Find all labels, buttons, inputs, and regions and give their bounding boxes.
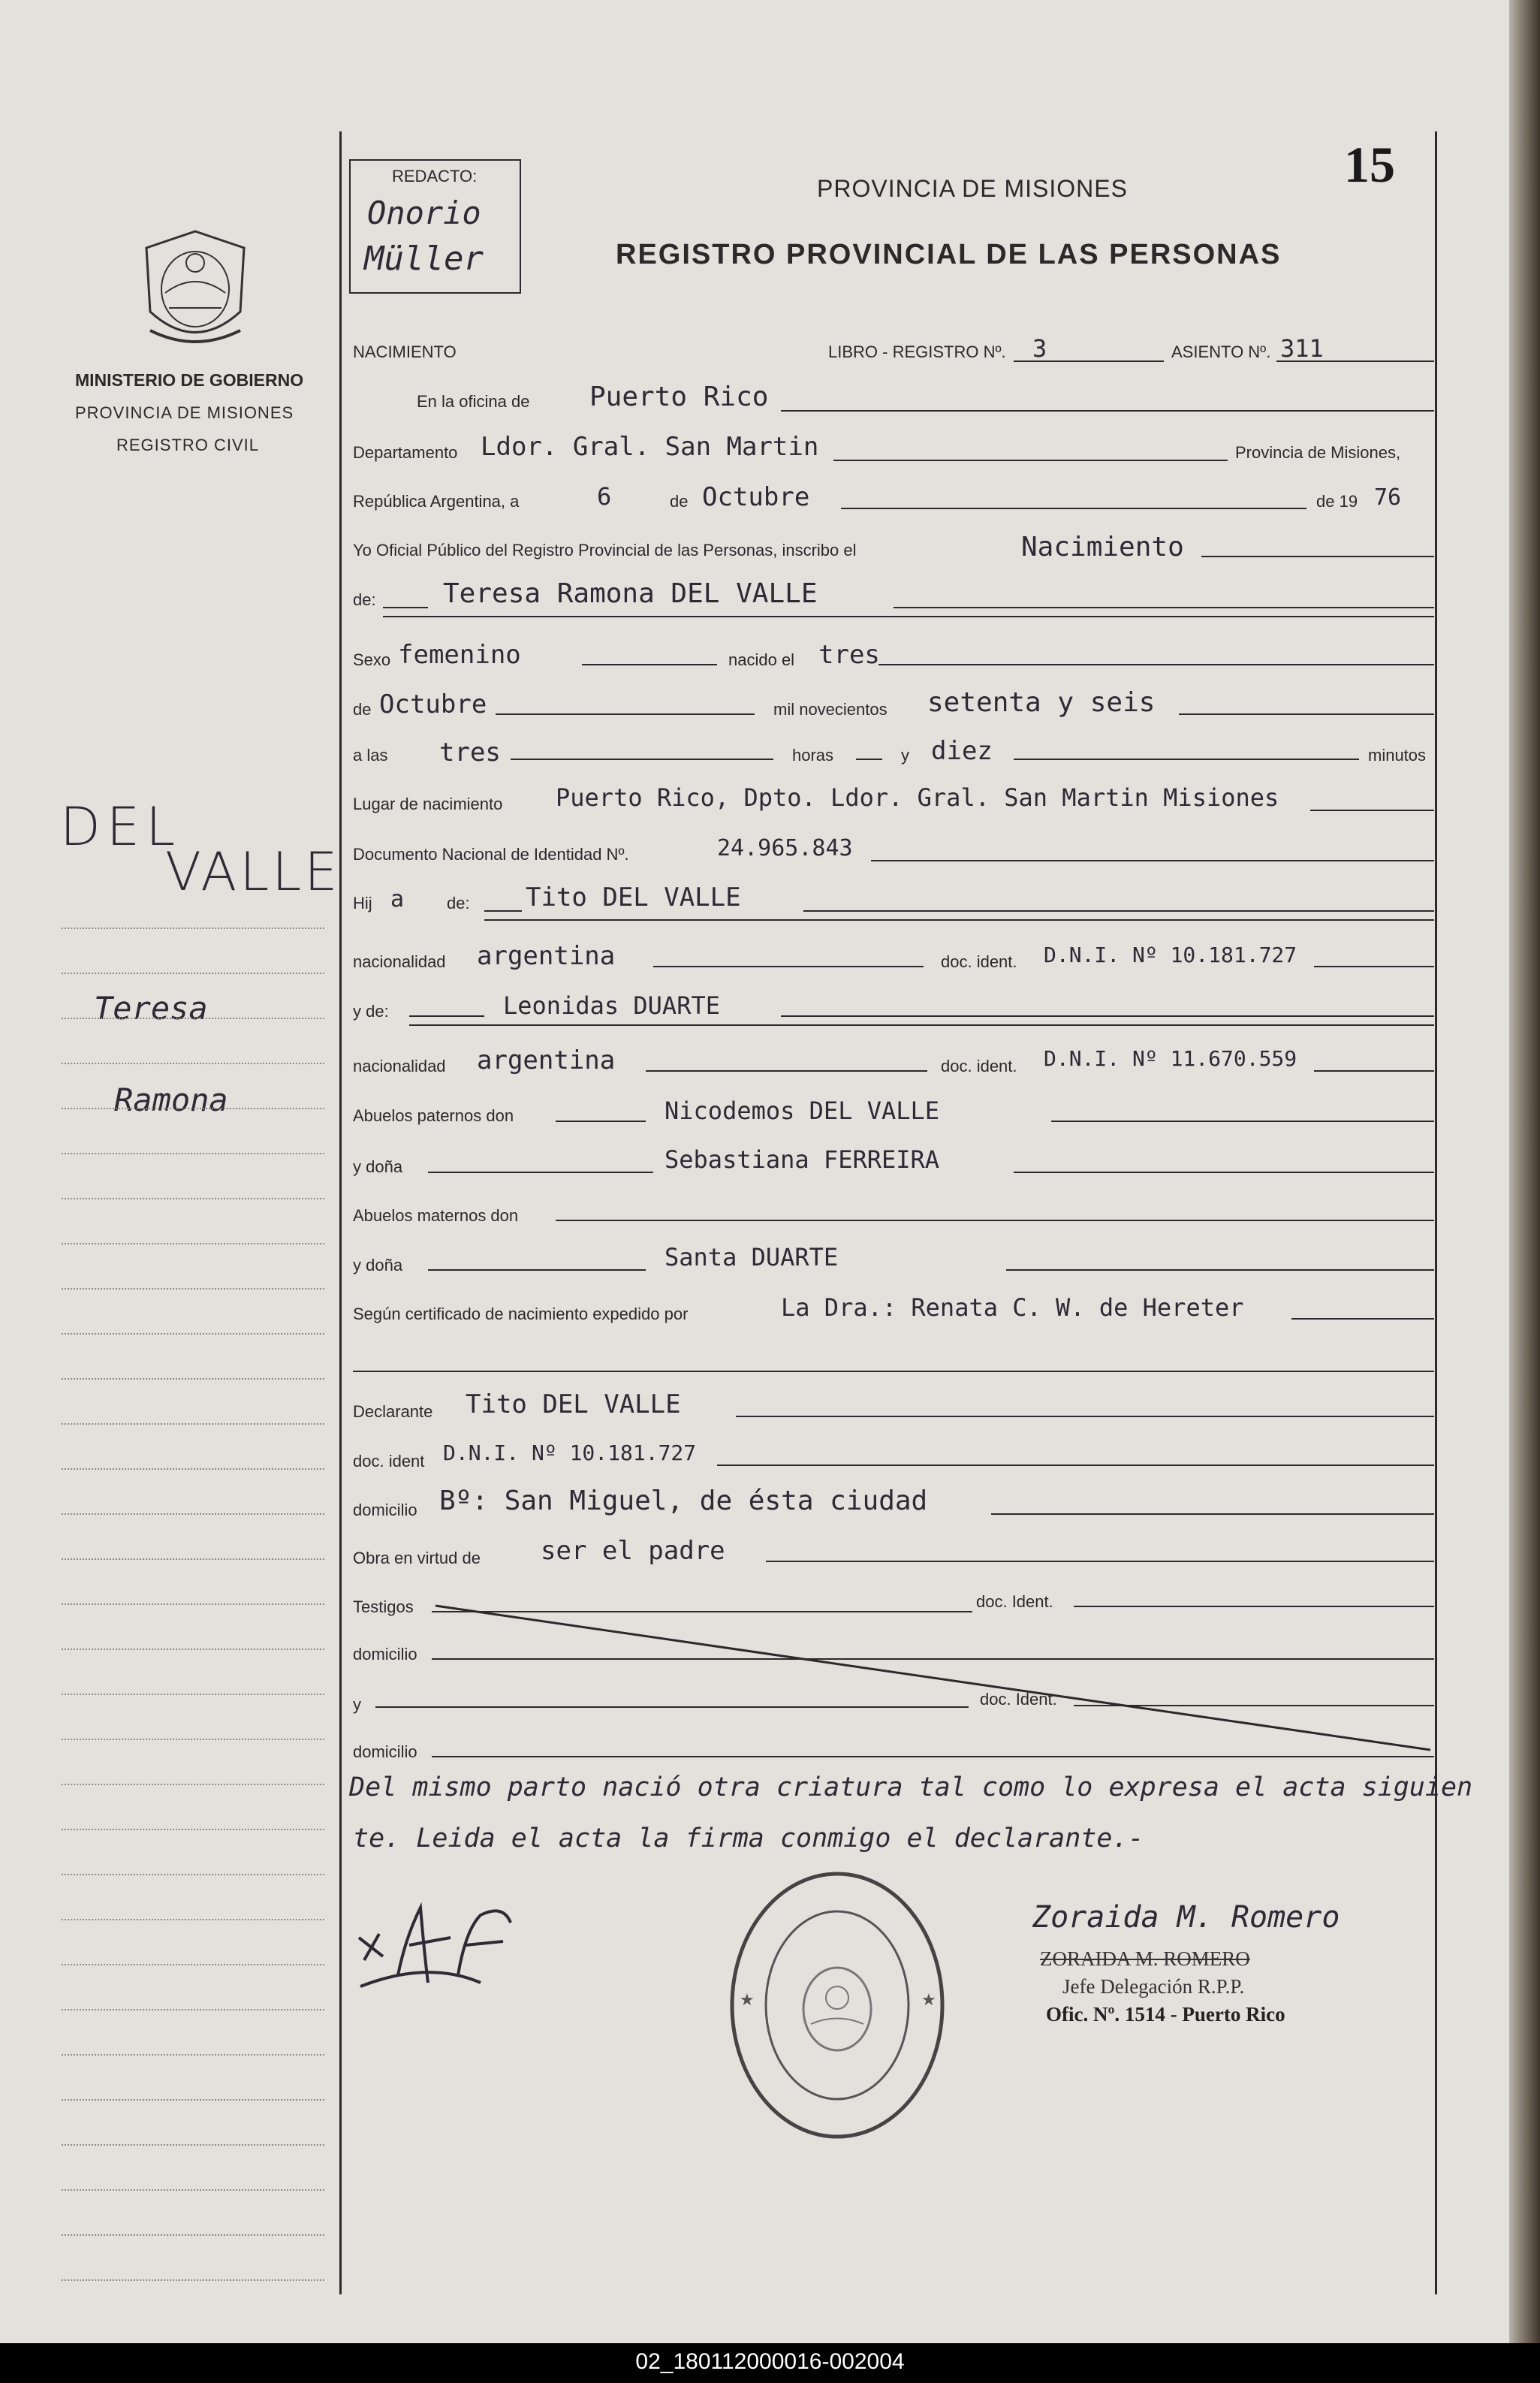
domicilio3-label: domicilio [353,1742,417,1761]
lugar-line [1310,810,1434,811]
margin-line [62,1333,324,1335]
yde-line-c [409,1024,1434,1026]
nac2-value: argentina [477,1045,616,1075]
sexo-label: Sexo [353,650,391,669]
coat-of-arms-icon [135,225,255,360]
margin-line [62,1739,324,1740]
sexo-line [582,664,717,665]
margin-line [62,1378,324,1380]
margin-line [62,2054,324,2056]
alas-line [511,759,773,760]
docid-line [717,1464,1434,1466]
doc1-line [1314,966,1434,967]
ydona2-label: y doña [353,1256,403,1274]
asiento-line [1276,360,1434,362]
minutos-value: diez [931,736,993,766]
mes-line [841,508,1306,509]
abp-line-a [556,1121,646,1122]
ydona2-value: Santa DUARTE [665,1243,839,1271]
docid-label: doc. ident [353,1452,425,1471]
margin-line [62,1423,324,1425]
province-heading: PROVINCIA DE MISIONES [817,175,1128,202]
y2-label: y [353,1695,361,1714]
margin-line [62,1784,324,1785]
dni-label: Documento Nacional de Identidad Nº. [353,845,629,864]
margin-line [62,2099,324,2101]
declarante-value: Tito DEL VALLE [466,1389,681,1419]
dia-value: 6 [597,482,612,511]
book-edge [1509,0,1540,2343]
abp-line-b [1051,1121,1434,1122]
ydona1-line-b [1014,1172,1434,1173]
margin-line [62,1648,324,1650]
margin-line [62,1603,324,1605]
de2-label: de [353,700,372,719]
margin-rule [339,131,342,2294]
svg-text:★: ★ [740,1990,755,2009]
cert-line-b [353,1371,1434,1372]
de-persona-line-a [383,607,428,608]
mes2-line [496,713,755,715]
mes2-value: Octubre [379,689,487,719]
doc2-value: D.N.I. Nº 11.670.559 [1044,1046,1297,1071]
yde-line-a [409,1015,484,1017]
alas-value: tres [439,738,501,768]
margin-line [62,1829,324,1830]
margin-line [62,1153,324,1154]
de-persona-label: de: [353,590,376,609]
margin-line [62,1063,324,1064]
hija-line-c [484,919,1434,921]
signatory-office: Ofic. Nº. 1514 - Puerto Rico [1046,2003,1285,2026]
mes-value: Octubre [702,482,810,512]
sexo-value: femenino [398,640,521,670]
redacto-label: REDACTO: [392,167,478,186]
margin-surname-2: VALLE [165,841,341,903]
lugar-value: Puerto Rico, Dpto. Ldor. Gral. San Martin Misiones [556,783,1279,812]
obra-label: Obra en virtud de [353,1549,481,1567]
persona-value: Teresa Ramona DEL VALLE [443,578,818,609]
ydona1-line-a [428,1172,653,1173]
margin-line [62,1919,324,1920]
provincia-label: Provincia de Misiones, [1235,443,1401,462]
anio-label: de 19 [1316,492,1358,511]
doc1-value: D.N.I. Nº 10.181.727 [1044,943,1297,967]
svg-text:★: ★ [921,1990,936,2009]
asiento-value: 311 [1280,334,1324,363]
margin-line [62,1558,324,1560]
depto-value: Ldor. Gral. San Martin [481,432,819,462]
footer-id: 02_180112000016-002004 [635,2349,905,2374]
doc3-label: doc. Ident. [980,1690,1057,1709]
doc2-line [1314,1070,1434,1072]
page-number: 15 [1344,136,1395,193]
nacido-line [878,664,1434,665]
cert-value: La Dra.: Renata C. W. de Hereter [781,1293,1244,1322]
minutos-label: minutos [1368,746,1427,765]
margin-line [62,1198,324,1199]
signatory-title: Jefe Delegación R.P.P. [1062,1975,1245,1998]
redacto-box [349,159,521,294]
libro-line [1014,360,1164,362]
margin-surname-1: DEL [60,796,182,858]
ministry-line-2: PROVINCIA DE MISIONES [75,403,294,422]
oficina-value: Puerto Rico [589,382,769,412]
abm-label: Abuelos maternos don [353,1206,519,1225]
abm-line [556,1220,1434,1221]
declarant-signature [353,1893,533,1998]
right-rule [1435,131,1437,2294]
alas-label: a las [353,746,388,765]
hija-line-a [484,910,522,912]
nac1-value: argentina [477,941,616,971]
oficial-line [1201,556,1434,557]
margin-line [62,1108,324,1109]
de-label: de [670,492,689,511]
mil-value: setenta y seis [927,687,1156,718]
redacto-signature-1: Onorio [367,195,481,231]
ydona1-label: y doña [353,1157,403,1176]
y-label: y [901,746,909,765]
doc1-label: doc. ident. [941,952,1017,971]
signatory-name: ZORAIDA M. ROMERO [1040,1947,1250,1970]
nacimiento-label: NACIMIENTO [353,342,457,361]
margin-line [62,1288,324,1290]
registry-heading: REGISTRO PROVINCIAL DE LAS PERSONAS [616,239,1282,270]
margin-line [62,2279,324,2281]
margin-given-1: Teresa [94,990,208,1027]
margin-line [62,1243,324,1244]
margin-line [62,2009,324,2010]
margin-line [62,1874,324,1875]
depto-label: Departamento [353,443,458,462]
docid-value: D.N.I. Nº 10.181.727 [443,1440,697,1465]
hija-line-b [803,910,1434,912]
mil-line [1179,713,1434,715]
cert-line-a [1291,1318,1434,1320]
domicilio2-label: domicilio [353,1645,417,1664]
de-persona-line-c [383,616,1434,617]
obra-value: ser el padre [541,1536,725,1566]
margin-line [62,1513,324,1515]
testigos-doc-label: doc. Ident. [976,1592,1053,1611]
mil-label: mil novecientos [773,700,888,719]
depto-line [833,460,1228,461]
ydona1-value: Sebastiana FERREIRA [665,1145,940,1174]
signatory-signature: Zoraida M. Romero [1032,1900,1340,1935]
republica-label: República Argentina, a [353,492,520,511]
margin-line [62,2144,324,2146]
note-line-2: te. Leida el acta la firma conmigo el declarante.- [353,1823,1144,1854]
domicilio-line [991,1513,1434,1515]
dni-value: 24.965.843 [717,835,853,861]
margin-line [62,1694,324,1695]
declarante-label: Declarante [353,1402,433,1421]
redacto-signature-2: Müller [364,240,484,278]
hija-suffix: a [390,886,405,912]
nacido-label: nacido el [728,650,795,669]
testigos-label: Testigos [353,1597,414,1616]
horas-label: horas [792,746,834,765]
domicilio-value: Bº: San Miguel, de ésta ciudad [439,1486,928,1516]
abp-value: Nicodemos DEL VALLE [665,1096,940,1125]
oficina-label: En la oficina de [417,392,530,411]
oficial-value: Nacimiento [1021,532,1184,563]
nac1-line [653,966,924,967]
yde-line-b [781,1015,1434,1017]
hija-label: Hij [353,894,372,912]
abp-label: Abuelos paternos don [353,1106,514,1125]
padre-value: Tito DEL VALLE [526,882,741,912]
libro-value: 3 [1032,334,1047,363]
domicilio-label: domicilio [353,1501,417,1519]
nac2-line [646,1070,927,1072]
declarante-line [736,1416,1434,1417]
margin-line [62,1468,324,1470]
nac2-label: nacionalidad [353,1057,446,1075]
yde-label: y de: [353,1002,389,1021]
madre-value: Leonidas DUARTE [503,991,720,1020]
nacido-value: tres [818,640,880,670]
margin-line [62,2189,324,2191]
doc2-label: doc. ident. [941,1057,1017,1075]
note-line-1: Del mismo parto nació otra criatura tal como lo expresa el acta siguien [349,1772,1473,1802]
horas-line [856,759,882,760]
dni-line [871,860,1434,861]
hija-de-label: de: [447,894,470,912]
ministry-line-3: REGISTRO CIVIL [116,436,260,454]
lugar-label: Lugar de nacimiento [353,795,503,813]
margin-given-2: Ramona [114,1081,228,1118]
ydona2-line-b [1006,1269,1434,1271]
obra-line [766,1561,1434,1562]
oficina-line [781,410,1434,412]
cert-label: Según certificado de nacimiento expedido por [353,1305,689,1323]
nac1-label: nacionalidad [353,952,446,971]
ydona2-line-a [428,1269,646,1271]
margin-line [62,928,324,929]
asiento-label: ASIENTO Nº. [1171,342,1271,361]
official-seal-icon [725,1866,950,2148]
margin-line [62,2234,324,2236]
minutos-line [1014,759,1359,760]
margin-line [62,1018,324,1019]
margin-line [62,973,324,974]
anio-value: 76 [1374,484,1402,511]
cancel-stroke [432,1600,1438,1761]
de-persona-line-b [894,607,1434,608]
margin-line [62,1964,324,1965]
oficial-label: Yo Oficial Público del Registro Provincial de las Personas, inscribo el [353,541,857,560]
libro-label: LIBRO - REGISTRO Nº. [828,342,1006,361]
ministry-line-1: MINISTERIO DE GOBIERNO [75,370,304,390]
